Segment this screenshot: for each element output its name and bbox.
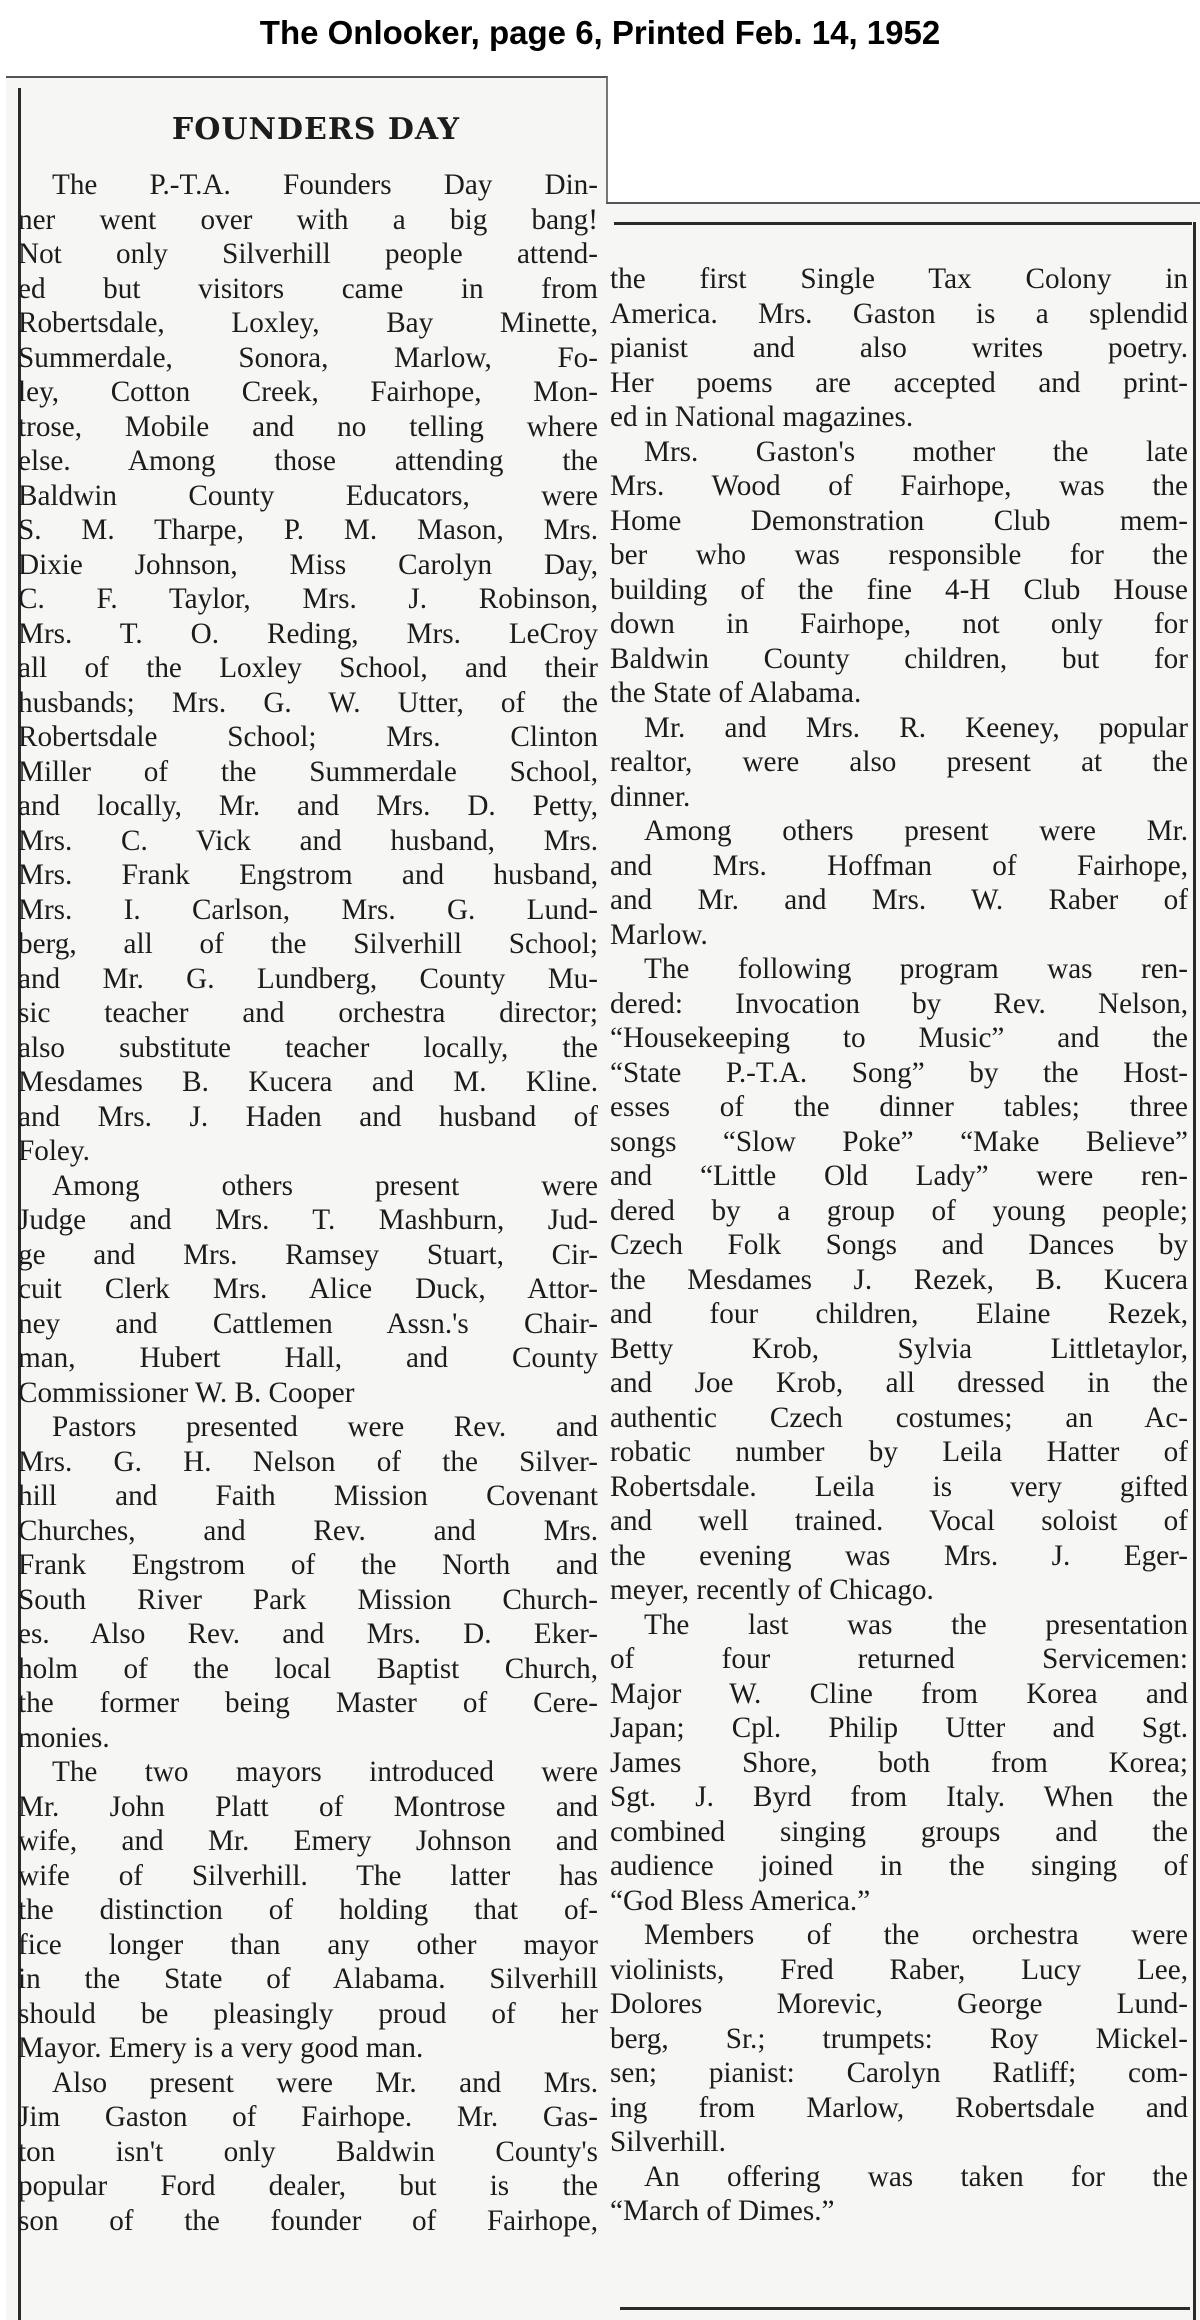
text-line: Churches, and Rev. and Mrs. [18, 1514, 598, 1547]
text-line: audience joined in the singing of [610, 1850, 1188, 1882]
text-line: esses of the dinner tables; three [610, 1091, 1188, 1123]
text-line: “Housekeeping to Music” and the [610, 1022, 1188, 1054]
text-line: dered by a group of young people; [610, 1194, 1188, 1227]
text-line: cuit Clerk Mrs. Alice Duck, Attor- [18, 1273, 598, 1305]
text-line: James Shore, both from Korea; [610, 1746, 1188, 1779]
text-line: The last was the presentation [644, 1608, 1188, 1641]
text-line: in the State of Alabama. Silverhill [18, 1963, 598, 1995]
text-line: Japan; Cpl. Philip Utter and Sgt. [610, 1712, 1188, 1744]
text-line: ley, Cotton Creek, Fairhope, Mon- [18, 376, 598, 408]
text-line: An offering was taken for the [644, 2160, 1188, 2193]
text-line: man, Hubert Hall, and County [18, 1342, 598, 1374]
text-line: building of the fine 4-H Club House [610, 573, 1188, 606]
text-line: Mrs. G. H. Nelson of the Silver- [18, 1445, 598, 1478]
text-line: Summerdale, Sonora, Marlow, Fo- [18, 341, 598, 374]
text-line: down in Fairhope, not only for [610, 608, 1188, 640]
text-line: Mr. and Mrs. R. Keeney, popular [644, 711, 1188, 744]
text-line: authentic Czech costumes; an Ac- [610, 1401, 1188, 1434]
text-line: Commissioner W. B. Cooper [18, 1376, 355, 1409]
text-line: fice longer than any other mayor [18, 1928, 598, 1961]
text-line: the evening was Mrs. J. Eger- [610, 1539, 1188, 1572]
column-rule-top [614, 222, 1192, 225]
article-text-right-column [610, 262, 1188, 2229]
text-line: “State P.-T.A. Song” by the Host- [610, 1056, 1188, 1089]
text-line: realtor, were also present at the [610, 746, 1188, 778]
text-line: also substitute teacher locally, the [18, 1031, 598, 1064]
text-line: ton isn't only Baldwin County's [18, 2135, 598, 2168]
text-line: The following program was ren- [644, 953, 1188, 985]
text-line: all of the Loxley School, and their [18, 652, 598, 684]
clipping-right-column [606, 202, 1200, 2320]
text-line: Also present were Mr. and Mrs. [52, 2066, 598, 2099]
text-line: Frank Engstrom of the North and [18, 1549, 598, 1581]
article-headline: FOUNDERS DAY [171, 112, 461, 147]
text-line: Mr. John Platt of Montrose and [18, 1790, 598, 1823]
text-line: Miller of the Summerdale School, [18, 755, 598, 788]
text-line: Pastors presented were Rev. and [52, 1411, 598, 1443]
text-line: husbands; Mrs. G. W. Utter, of the [18, 686, 598, 719]
text-line: America. Mrs. Gaston is a splendid [610, 297, 1188, 330]
text-line: Foley. [18, 1135, 90, 1167]
text-line: The P.-T.A. Founders Day Din- [52, 169, 598, 201]
text-line: Not only Silverhill people attend- [18, 238, 598, 270]
text-line: songs “Slow Poke” “Make Believe” [610, 1125, 1188, 1158]
text-line: S. M. Tharpe, P. M. Mason, Mrs. [18, 514, 598, 546]
text-line: and well trained. Vocal soloist of [610, 1505, 1188, 1537]
text-line: Dixie Johnson, Miss Carolyn Day, [18, 548, 598, 581]
text-line: es. Also Rev. and Mrs. D. Eker- [18, 1618, 598, 1650]
text-line: the Mesdames J. Rezek, B. Kucera [610, 1263, 1188, 1296]
text-line: ney and Cattlemen Assn.'s Chair- [18, 1307, 598, 1340]
text-line: “God Bless America.” [610, 1884, 871, 1917]
text-line: ed but visitors came in from [18, 272, 598, 305]
text-line: Mrs. I. Carlson, Mrs. G. Lund- [18, 893, 598, 926]
column-rule-right [1193, 222, 1196, 2320]
text-line: Her poems are accepted and print- [610, 366, 1188, 399]
text-line: Marlow. [610, 918, 708, 951]
text-line: Robertsdale. Leila is very gifted [610, 1470, 1188, 1503]
text-line: and Mrs. J. Haden and husband of [18, 1100, 598, 1133]
text-line: trose, Mobile and no telling where [18, 410, 598, 443]
text-line: pianist and also writes poetry. [610, 332, 1188, 364]
text-line: Robertsdale School; Mrs. Clinton [18, 721, 598, 753]
column-rule-bottom [620, 2307, 1190, 2310]
text-line: wife, and Mr. Emery Johnson and [18, 1825, 598, 1857]
text-line: meyer, recently of Chicago. [610, 1574, 934, 1606]
text-line: the first Single Tax Colony in [610, 263, 1188, 295]
text-line: Jim Gaston of Fairhope. Mr. Gas- [18, 2101, 598, 2133]
text-line: Among others present were [52, 1169, 598, 1202]
text-line: berg, all of the Silverhill School; [18, 928, 598, 960]
text-line: son of the founder of Fairhope, [18, 2204, 598, 2237]
text-line: of four returned Servicemen: [610, 1643, 1188, 1675]
text-line: robatic number by Leila Hatter of [610, 1436, 1188, 1468]
text-line: monies. [18, 1721, 110, 1754]
text-line: hill and Faith Mission Covenant [18, 1480, 598, 1512]
text-line: should be pleasingly proud of her [18, 1997, 598, 2030]
text-line: berg, Sr.; trumpets: Roy Mickel- [610, 2022, 1188, 2055]
text-line: and “Little Old Lady” were ren- [610, 1160, 1188, 1192]
page-header: The Onlooker, page 6, Printed Feb. 14, 1952 [259, 14, 941, 51]
text-line: Dolores Morevic, George Lund- [610, 1988, 1188, 2020]
text-line: Major W. Cline from Korea and [610, 1677, 1188, 1710]
text-line: Betty Krob, Sylvia Littletaylor, [610, 1332, 1188, 1365]
text-line: Mrs. Gaston's mother the late [644, 435, 1188, 468]
text-line: Mesdames B. Kucera and M. Kline. [18, 1066, 598, 1098]
text-line: dered: Invocation by Rev. Nelson, [610, 987, 1188, 1020]
text-line: Mrs. T. O. Reding, Mrs. LeCroy [18, 617, 598, 650]
text-line: and locally, Mr. and Mrs. D. Petty, [18, 790, 598, 822]
text-line: ner went over with a big bang! [18, 203, 598, 236]
text-line: Mrs. C. Vick and husband, Mrs. [18, 824, 598, 857]
text-line: C. F. Taylor, Mrs. J. Robinson, [18, 583, 598, 615]
text-line: else. Among those attending the [18, 445, 598, 477]
text-line: sen; pianist: Carolyn Ratliff; com- [610, 2057, 1188, 2089]
text-line: Mrs. Wood of Fairhope, was the [610, 470, 1188, 502]
text-line: the distinction of holding that of- [18, 1894, 598, 1926]
text-line: and Mrs. Hoffman of Fairhope, [610, 849, 1188, 882]
text-line: Mayor. Emery is a very good man. [18, 2032, 424, 2064]
text-line: ing from Marlow, Robertsdale and [610, 2091, 1188, 2124]
text-line: Robertsdale, Loxley, Bay Minette, [18, 307, 598, 339]
article-text-left-column [18, 168, 598, 2238]
text-line: ed in National magazines. [610, 401, 914, 433]
text-line: South River Park Mission Church- [18, 1583, 598, 1616]
text-line: the State of Alabama. [610, 677, 862, 709]
text-line: popular Ford dealer, but is the [18, 2170, 598, 2202]
text-line: Members of the orchestra were [644, 1919, 1188, 1951]
text-line: sic teacher and orchestra director; [18, 997, 598, 1029]
text-line: violinists, Fred Raber, Lucy Lee, [610, 1953, 1188, 1986]
text-line: Among others present were Mr. [644, 815, 1188, 847]
text-line: Judge and Mrs. T. Mashburn, Jud- [18, 1204, 598, 1236]
text-line: The two mayors introduced were [52, 1756, 598, 1788]
text-line: and Mr. and Mrs. W. Raber of [610, 884, 1188, 916]
text-line: and Mr. G. Lundberg, County Mu- [18, 962, 598, 995]
text-line: ge and Mrs. Ramsey Stuart, Cir- [18, 1238, 598, 1271]
text-line: “March of Dimes.” [610, 2195, 835, 2227]
text-line: and four children, Elaine Rezek, [610, 1298, 1188, 1330]
clipping-left-column [6, 76, 608, 2320]
text-line: combined singing groups and the [610, 1815, 1188, 1848]
text-line: the former being Master of Cere- [18, 1687, 598, 1719]
text-line: Baldwin County Educators, were [18, 479, 598, 512]
text-line: Baldwin County children, but for [610, 642, 1188, 675]
text-line: Silverhill. [610, 2126, 726, 2158]
text-line: Mrs. Frank Engstrom and husband, [18, 859, 598, 891]
text-line: dinner. [610, 780, 691, 813]
text-line: Home Demonstration Club mem- [610, 504, 1188, 537]
text-line: Czech Folk Songs and Dances by [610, 1229, 1188, 1261]
text-line: wife of Silverhill. The latter has [18, 1859, 598, 1892]
text-line: Sgt. J. Byrd from Italy. When the [610, 1781, 1188, 1813]
text-line: and Joe Krob, all dressed in the [610, 1367, 1188, 1399]
text-line: holm of the local Baptist Church, [18, 1652, 598, 1685]
text-line: ber who was responsible for the [610, 539, 1188, 571]
